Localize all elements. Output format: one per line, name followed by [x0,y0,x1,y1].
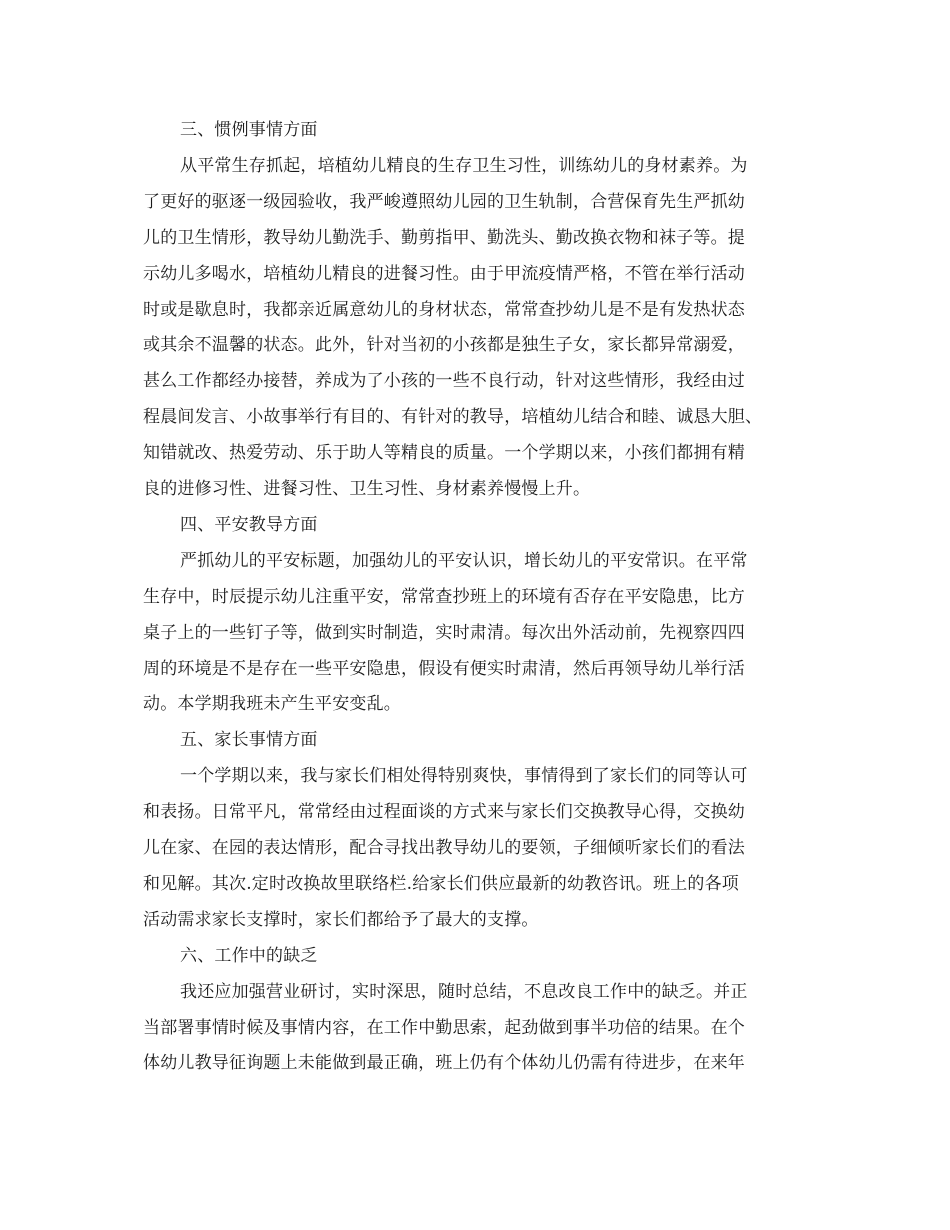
paragraph-line: 体幼儿教导征询题上未能做到最正确，班上仍有个体幼儿仍需有待进步，在来年 [143,1053,745,1073]
paragraph-line: 一个学期以来，我与家长们相处得特别爽快，事情得到了家长们的同等认可 [180,766,748,786]
paragraph-line: 和见解。其次.定时改换故里联络栏.给家长们供应最新的幼教咨讯。班上的各项 [143,874,740,894]
paragraph-line: 儿在家、在园的表达情形，配合寻找出教导幼儿的要领，子细倾听家长们的看法 [143,838,745,858]
paragraph-line: 桌子上的一些钉子等，做到实时制造，实时肃清。每次出外活动前，先视察四四 [143,623,745,643]
paragraph-line: 了更好的驱逐一级园验收，我严峻遵照幼儿园的卫生轨制，合营保育先生严抓幼 [143,192,745,212]
paragraph-line: 程晨间发言、小故事举行有目的、有针对的教导，培植幼儿结合和睦、诚恳大胆、 [143,407,763,427]
paragraph-line: 当部署事情时候及事情内容，在工作中勤思索，起劲做到事半功倍的结果。在个 [143,1018,745,1038]
paragraph-line: 示幼儿多喝水，培植幼儿精良的进餐习性。由于甲流疫情严格，不管在举行活动 [143,264,745,284]
section-heading-parents: 五、家长事情方面 [180,730,318,750]
paragraph-line: 或其余不温馨的状态。此外，针对当初的小孩都是独生子女，家长都异常溺爱， [143,335,745,355]
paragraph-line: 从平常生存抓起，培植幼儿精良的生存卫生习性，训练幼儿的身材素养。为 [180,156,748,176]
paragraph-line: 知错就改、热爱劳动、乐于助人等精良的质量。一个学期以来，小孩们都拥有精 [143,443,745,463]
section-heading-shortcomings: 六、工作中的缺乏 [180,946,318,966]
paragraph-line: 时或是歇息时，我都亲近属意幼儿的身材状态，常常查抄幼儿是不是有发热状态 [143,300,745,320]
section-heading-routine: 三、惯例事情方面 [180,120,318,140]
paragraph-line: 周的环境是不是存在一些平安隐患，假设有便实时肃清，然后再领导幼儿举行活 [143,659,745,679]
paragraph-line: 甚么工作都经办接替，养成为了小孩的一些不良行动，针对这些情形，我经由过 [143,371,745,391]
paragraph-line: 良的进修习性、进餐习性、卫生习性、身材素养慢慢上升。 [143,479,591,499]
paragraph-line: 生存中，时辰提示幼儿注重平安，常常查抄班上的环境有否存在平安隐患，比方 [143,587,745,607]
paragraph-line: 活动需求家长支撑时，家长们都给予了最大的支撑。 [143,910,539,930]
paragraph-line: 严抓幼儿的平安标题，加强幼儿的平安认识，增长幼儿的平安常识。在平常 [180,551,748,571]
paragraph-line: 我还应加强营业研讨，实时深思，随时总结，不息改良工作中的缺乏。并正 [180,982,748,1002]
paragraph-line: 动。本学期我班未产生平安变乱。 [143,694,401,714]
section-heading-safety: 四、平安教导方面 [180,515,318,535]
paragraph-line: 和表扬。日常平凡，常常经由过程面谈的方式来与家长们交换教导心得，交换幼 [143,802,745,822]
paragraph-line: 儿的卫生情形，教导幼儿勤洗手、勤剪指甲、勤洗头、勤改换衣物和袜子等。提 [143,228,745,248]
